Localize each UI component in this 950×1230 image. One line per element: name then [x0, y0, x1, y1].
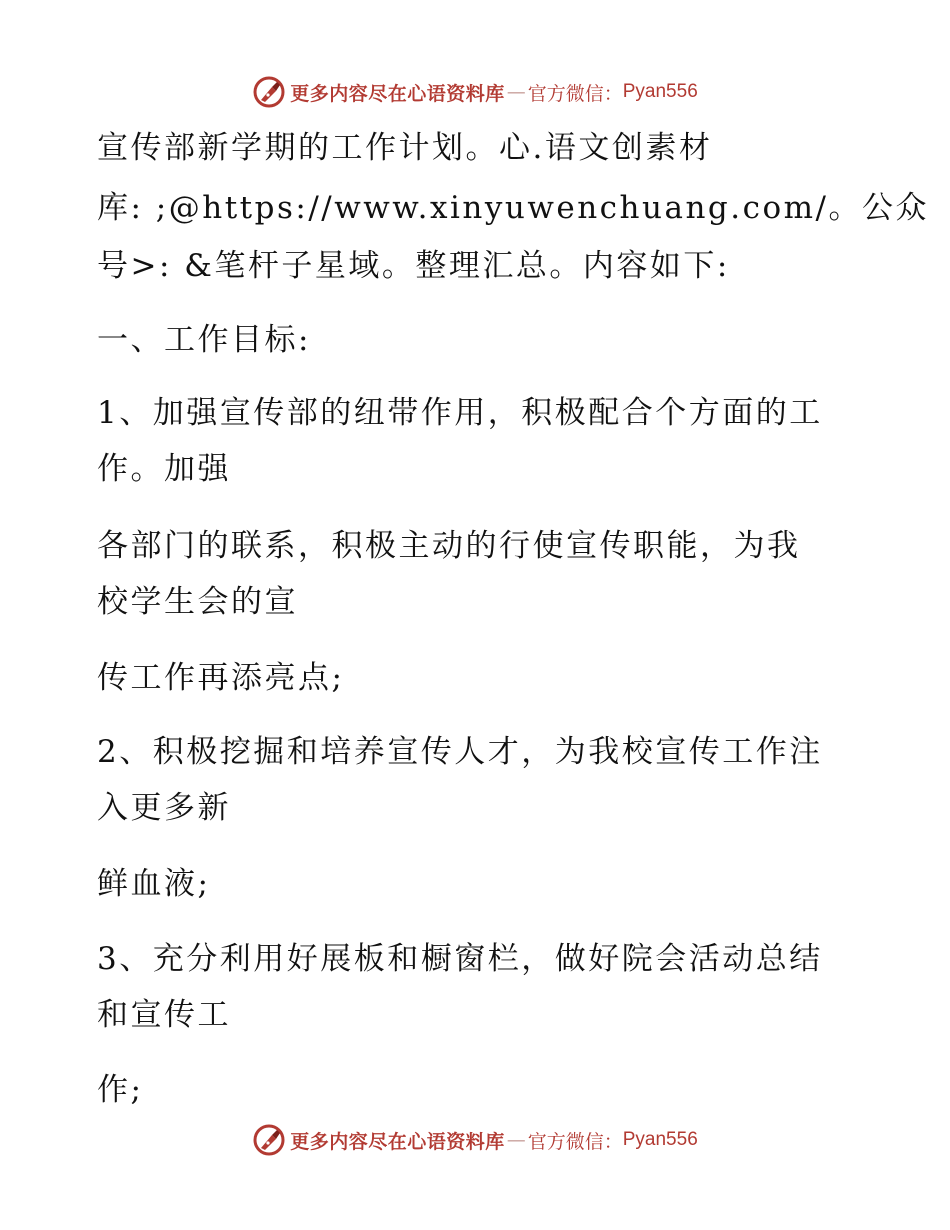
footer-banner — [0, 1120, 950, 1160]
banner-official-label: 官方微信： — [527, 82, 623, 105]
document-line: 2、积极挖掘和培养宣传人才，为我校宣传工作注 — [97, 734, 823, 770]
banner-text: 更多内容尽在心语资料库 — [290, 82, 505, 105]
document-line: 号>: &笔杆子星域。整理汇总。内容如下: — [97, 248, 730, 284]
document-line: 作。加强 — [97, 451, 231, 487]
banner-wechat-id: Pyan556 — [622, 81, 698, 102]
document-line: 3、充分利用好展板和橱窗栏，做好院会活动总结 — [97, 941, 823, 977]
document-line: 鲜血液; — [97, 866, 211, 902]
document-line: 传工作再添亮点; — [97, 660, 345, 696]
fountain-pen-logo-icon — [252, 75, 286, 109]
document-line: 1、加强宣传部的纽带作用，积极配合个方面的工 — [97, 395, 823, 431]
section-heading: 一、工作目标: — [97, 322, 311, 358]
banner-wechat-id: Pyan556 — [622, 1129, 698, 1150]
banner-dash: — — [506, 1129, 526, 1151]
header-banner — [0, 72, 950, 112]
banner-text: 更多内容尽在心语资料库 — [290, 1130, 505, 1153]
document-line: 宣传部新学期的工作计划。心.语文创素材 — [97, 130, 713, 166]
document-line: 各部门的联系，积极主动的行使宣传职能，为我 — [97, 528, 801, 564]
document-line: 和宣传工 — [97, 997, 231, 1033]
document-line: 库: ;@https://www.xinyuwenchuang.com/。公众 — [97, 190, 929, 226]
document-line: 校学生会的宣 — [97, 584, 298, 620]
document-line: 作; — [97, 1072, 144, 1108]
fountain-pen-logo-icon — [252, 1123, 286, 1157]
banner-dash: — — [506, 81, 526, 103]
banner-official-label: 官方微信： — [527, 1130, 623, 1153]
document-line: 入更多新 — [97, 790, 231, 826]
